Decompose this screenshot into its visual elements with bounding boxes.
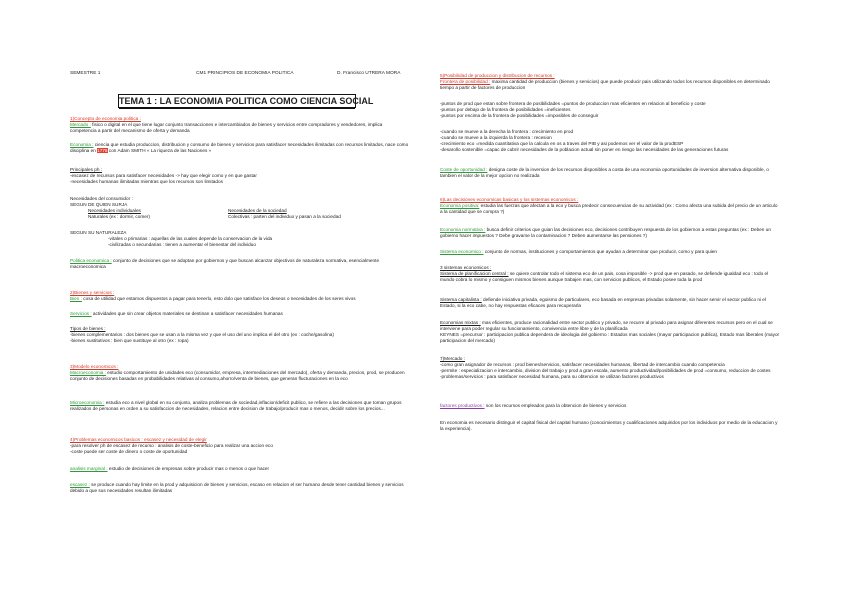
term: Frontera de posibilidad : [440, 79, 491, 84]
term: Economia positiva: [440, 203, 480, 208]
section-heading: 7)Mercado : [440, 356, 466, 361]
term: Economia normativa : [440, 227, 486, 232]
semester-label: SEMESTRE 1 [70, 71, 101, 76]
normativa-definition: Economia normativa : busca definir criterios que guian las decisiones eco, decisiones contribuyen respuesta de los gobiernos a estas preguntas (ex : Deben un gobierno hacer impuestos ? Debe gravarse la contaminacion ? Deben aumentarse las pensiones ?) [440, 227, 771, 238]
list-item: -para resolver ph de escasez de recurso : analisis de coste-beneficio para realizar una accion eco [70, 443, 273, 448]
term: factores productivos : [440, 403, 485, 408]
subheading: Principales ph : [70, 167, 103, 172]
mixtas-definition: Economias mixtas : mas eficientes, produce racionalidad entre sector publico y privado, se recurre al privado para asignar diferentes recursos pero en el cual se interviene para poder regular su funcionamiento, convivencia entre libre y de la planificada KEYNES =precursor : participacion publica dependera de ideologia del gobierno : Estados mas sociales (mayor participacion publica), Estado mas liberales (mayor participacion del mercado) [440, 320, 780, 343]
term: Economia : [70, 142, 94, 147]
list-item: -cuando se mueve a la izquierda la frontera : recesion [440, 135, 552, 140]
list-item: -puntos por debajo de la frontera de posibilidades =ineficientes [440, 107, 571, 112]
term: Microeconomia : [70, 400, 105, 405]
list-item: -permite : especializacion e intercambio, division del trabajo y prod a gran escala, aumento productividad/posibilidades de prod =consumo, reduccion de costes [440, 368, 771, 373]
section-concepto [70, 116, 410, 134]
frontera-list [440, 101, 780, 119]
column-header: Necesidades individuales [88, 208, 141, 213]
list-item: -crecimiento eco =medida cuantitativa que la calcula en os a traves del PIB y asi podemos ver el valor de la prodESP [440, 141, 684, 146]
sistemas-block: 3 sistemas economicos : Sistema de planificacion central : se quiere controlar todo el sistema eco de un pais, cosa imposible -> prod que en pasado, se defiende igualdad eco : todo el mundo cobra lo mismo y consiguen mismos bienes aunque trabajen mas, con servicios publicos, el Estado posee toda la prod [440, 265, 780, 283]
economia-definition: Economia : ciencia que estudia produccion, distribucion y consumo de bienes y servicios para satisfacer necesidades ilimitadas con recursos limitados, nace como disciplina en 1776 con Adam SMITH « La riqueza de las Naciones » [70, 142, 409, 153]
subheading: SEGUN SU NATURALEZA [70, 230, 127, 235]
list-item: -desarollo sostenible =capac de cubrir necesidades de la poblacion actual sin poner en riesgo las necesidades de las generaciones futuras [440, 147, 729, 152]
section-bienes: 2)Bienes y servicios : Bien : cosa de utilidad que estamos dispuestos a pagar para tenerlo, esto dolo que satisface los deseos o necesidades de los seres vivos [70, 290, 410, 302]
naturaleza-block [70, 230, 410, 248]
list-item: -civilizadas o secundarias : tienen a aumentar el bienestar del individuo [108, 242, 257, 247]
servicios-definition: Servicios : actividades que sin crear objetos materiales se destinan a satisfacer necesidades humanas [70, 311, 283, 316]
list-item: -vitales o primarias : aquellas de las cuales depende la conservacion de la vida [108, 236, 273, 241]
closing-paragraph: En economia es necesario distinguir el capital fisical del capital humano (conocimientos y cualificaciones adquiridos por los individuos por medio de la educacion y la experiencia). [440, 420, 778, 431]
escasez-definition: escasez : se produce cuando hay limite en la prod y adquisicion de bienes y servicios, escaso en relacion el ser humano desde tener cantidad bienes y servicios debido a que sus necesidades resultan ilimitadas [70, 482, 404, 493]
subheading: Tipos de bienes : [70, 326, 106, 331]
page-title: TEMA 1 : LA ECONOMIA POLITICA COMO CIENCIA SOCIAL [118, 94, 356, 108]
term: escasez : [70, 482, 90, 487]
title-underline [119, 108, 355, 109]
list-item: -puntos de prod que estan sobre frontera de posibilidades =puntos de produccion mas eficientes en relacion al beneficio y coste [440, 101, 706, 106]
section-decisiones: 6)Las decisiones economicas basicas y los sistemas economicos : Economia positiva: estudia las fuerzas que afectan a la eco y busca predecir consecuencias de su actividad (ex : Como afecta una subida del precio de un articulo a la cantidad que se compra ?) [440, 197, 780, 215]
term: analisis marginal : [70, 466, 108, 471]
author-label: D. Francisco UTRERA MORA [337, 71, 401, 76]
term: Politica economica : [70, 258, 112, 263]
table-cell: Naturales (ex : dormir, comer) [88, 214, 150, 219]
list-item: -problemas/servicios : para satisfacer necesidad humana, para su obtencion se utilizan factores productivos [440, 374, 664, 379]
factores-definition: factores productivos : son los recursos empleados para la obtencion de bienes y servicios [440, 403, 627, 408]
list-item: -escasez de recursos para satisfacer necesidades -> hay que elegir como y en que gastar [70, 173, 257, 178]
politica-definition: Politica economica : conjunto de decisiones que se adoptan por gobiernos y que buscan alcanzar objectivos de naturaleza normativa, esencialmente macroeconomica [70, 258, 380, 269]
list-item: -bienes sustitutivos : bien que sustituye al otro (ex : ropa) [70, 338, 189, 343]
necesidades-table-row [70, 214, 410, 220]
section-heading: 4)Problemas economicos basicos : escasez y necesidad de elegir [70, 437, 207, 442]
microeconomia-definition: Microeconomia : estudia eco a nivel global en su conjunto, analiza problemas de sociedad,inflacion/deficit publico, se refiere a las decisiones que toman grupos realizados de personas en orden a su satisfaccion de necesidades, relacion entre decision de trabajo/producir mas o menos, decidir sobre los precios... [70, 400, 402, 411]
term: Servicios : [70, 311, 92, 316]
necesidades-block [70, 196, 410, 220]
paragraph: fisico o digital en el que tiene lugar conjunto transacciones e intercambiados de bienes y servicios entre compradores y vendedores, implica competencia a partir del mecanismo de oferta y demanda [70, 122, 383, 133]
sistema-definition: Sistema economico : conjunto de normas, instituciones y comportamientos que ayudan a determinar que producir, como y para quien [440, 249, 717, 254]
section-heading: 3)Modelo economicos : [70, 364, 119, 369]
section-posibilidad: 5)Posibilidad de produccion y distribucion de recursos : Frontera de posibilidad : maxima cantidad de produccion (bienes y servicios) que puede producir pais utilizando todos los recursos disponibles en determinado tiempo a partir de factores de produccion [440, 73, 780, 91]
list-item: -cuando se mueve a la derecha la frontera : crecimiento en prod [440, 129, 574, 134]
tipos-bienes [70, 326, 410, 344]
list-item: -como gran asignador de recursos : prod bienes/servicios, satisfacer necesidades humanas, libertad de intercambio cuando competencia [440, 362, 725, 367]
section-heading: 2)Bienes y servicios : [70, 290, 115, 295]
coste-oportunidad: Coste de oportunidad : designa coste de la inversion de los recursos disponibles a costa de una economia oportunidades de inversion alternativa disponible, o tambien el valor de la mejor opcion no realizada [440, 167, 769, 178]
term: Mercado : [70, 122, 91, 127]
list-item: -bienes complementarios : dos bienes que se usan a la misma vez y que el uso del uno implica el del otro (ex : coche/gasolina) [70, 332, 334, 337]
term: Bien : [70, 296, 82, 301]
subheading: 3 sistemas economicos : [440, 265, 492, 270]
section-mercado [440, 356, 780, 380]
principales-list [70, 167, 410, 185]
subheading: SEGUN DE QUIEN SURJA [70, 202, 128, 207]
term: Economias mixtas : [440, 320, 481, 325]
table-cell: Colectivas : parten del individuo y pasan a la sociedad [228, 214, 341, 219]
course-label: CM1 PRINCIPIOS DE ECONOMIA POLITICA [196, 71, 294, 76]
highlight-year: 1776 [97, 148, 108, 153]
section-problemas [70, 437, 410, 455]
subheading: Necesidades del consumidor : [70, 196, 133, 201]
section-heading: 1)Concepto de economia politica : [70, 116, 141, 121]
section-heading: 6)Las decisiones economicas basicas y los sistemas economicos : [440, 197, 579, 202]
paragraph: KEYNES =precursor : participacion publica dependera de ideologia del gobierno : Estados mas sociales (mayor participacion publica), Estado mas liberales (mayor participacion del mercado) [440, 332, 780, 343]
list-item: -coste puede ser coste de dinero o coste de oportunidad [70, 449, 188, 454]
term: Sistema economico : [440, 249, 484, 254]
term: Macroeconomia : [70, 370, 106, 375]
section-heading: 5)Posibilidad de produccion y distribucion de recursos : [440, 73, 555, 78]
list-item: -puntos por encima de la frontera de posibilidades =imposibles de conseguir [440, 113, 599, 118]
section-modelos: 3)Modelo economicos : Macroeconomia : estudio comportamiento de unidades eco (consumidor, empresa, intermediaciones del mercado), oferta y demanda, precios, prod, se producen conjunto de decisiones basadas en probabilidades relativas al consumo,ahorro/venta de bienes, que generan flucturaciones en la eco [70, 364, 410, 382]
term: Sistema de planificacion central : [440, 271, 509, 276]
list-item: -necesidades humanas ilimitadas mientras que los recursos son limitados [70, 179, 223, 184]
column-header: Necesidades de la sociedad [228, 208, 287, 213]
term: Sistema capitalista : [440, 297, 482, 302]
term: Coste de oportunidad : [440, 167, 488, 172]
analisis-marginal: analisis marginal : estudio de decisiones de empresas sobre producir mas o menos o que hacer [70, 466, 270, 471]
frontera-list-2 [440, 129, 780, 153]
capitalista-definition: Sistema capitalista : defiende iniciativa privada, egoismo de particulares, eco basada en empresas privadas solamente, sin hacer servir el sector publico ni el Estado, si la eco cabe, no hay respuestas eficaces para recuperarla [440, 297, 766, 308]
